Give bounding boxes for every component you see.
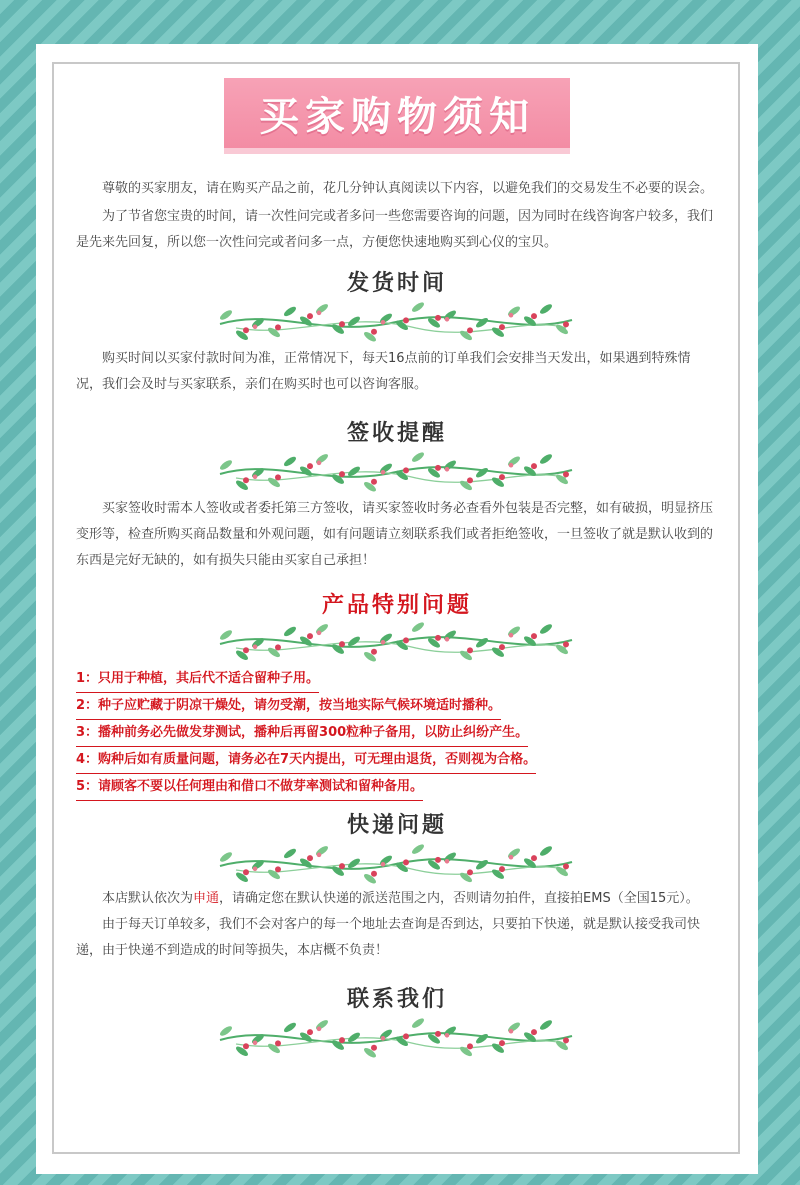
courier-highlight: 申通 [193,891,220,906]
title-banner [224,78,570,148]
vine-divider-icon [216,840,576,884]
section-title-contact: 联系我们 [346,987,447,1012]
vine-divider-icon [216,448,576,492]
vine-divider-icon [216,1014,576,1058]
section-title-express: 快递问题 [346,813,447,838]
section-title-shipping: 发货时间 [346,271,447,296]
section-title-receipt: 签收提醒 [346,421,447,446]
intro-paragraph-2: 为了节省您宝贵的时间，请一次性问完或者多问一些您需要咨询的问题，因为同时在线咨询客户较多，我们是先来先回复，所以您一次性问完或者问多一点，方便您快速地购买到心仪的宝贝。 [76,209,714,250]
express-text-after: ，请确定您在默认快递的派送范围之内，否则请勿拍件，直接拍EMS（全国15元）。 [219,891,699,906]
notice-card [36,44,758,1174]
page-title: 买家购物须知 [259,93,535,140]
special-item: 5：请顾客不要以任何理由和借口不做芽率测试和留种备用。 [76,776,423,801]
vine-divider-icon [216,298,576,342]
special-item: 4：购种后如有质量问题，请务必在7天内提出，可无理由退货，否则视为合格。 [76,749,536,774]
special-item: 3：播种前务必先做发芽测试，播种后再留300粒种子备用，以防止纠纷产生。 [76,722,528,747]
express-text-before: 本店默认依次为 [102,891,194,906]
express-paragraph-1 [76,886,716,912]
intro-paragraph-1: 尊敬的买家朋友，请在购买产品之前，花几分钟认真阅读以下内容，以避免我们的交易发生不必要的误会。 [102,181,714,196]
express-paragraph-2: 由于每天订单较多，我们不会对客户的每一个地址去查询是否到达，只要拍下快递，就是默认接受我司快递，由于快递不到造成的时间等损失，本店概不负责！ [76,917,701,958]
shipping-text: 购买时间以买家付款时间为准，正常情况下，每天16点前的订单我们会安排当天发出，如果遇到特殊情况，我们会及时与买家联系，亲们在购买时也可以咨询客服。 [76,351,691,392]
vine-divider-icon [216,618,576,662]
special-item: 2：种子应贮藏于阴凉干燥处，请勿受潮，按当地实际气候环境适时播种。 [76,695,501,720]
special-item: 1：只用于种植，其后代不适合留种子用。 [76,668,319,693]
section-title-special: 产品特别问题 [321,593,472,618]
receipt-text: 买家签收时需本人签收或者委托第三方签收，请买家签收时务必查看外包装是否完整，如有破损，明显挤压变形等，检查所购买商品数量和外观问题，如有问题请立刻联系我们或者拒绝签收，一旦签收了就是默认收到的东西是完好无缺的，如有损失只能由买家自己承担！ [76,501,714,568]
